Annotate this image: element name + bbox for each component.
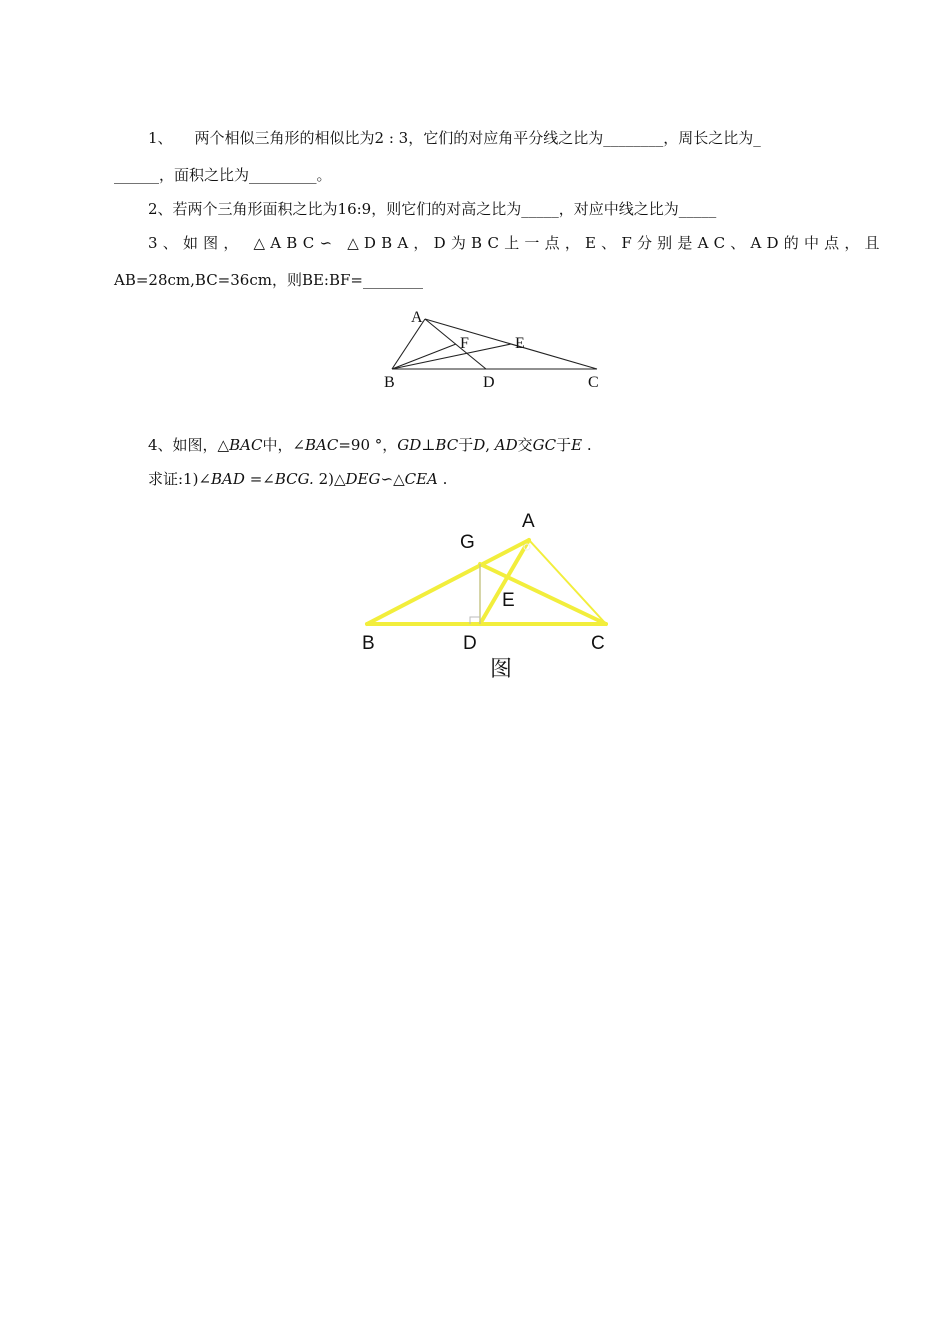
question-3-line-2: AB=28cm,BC=36cm，则BE:BF=________	[114, 271, 423, 289]
point-b-label: B	[362, 633, 375, 654]
segment-ac	[425, 319, 597, 369]
right-angle-mark-d	[470, 617, 480, 624]
point-g-label: G	[460, 532, 475, 553]
point-c-label: C	[588, 374, 599, 391]
point-e-label: E	[502, 590, 515, 611]
point-d-label: D	[483, 374, 495, 391]
point-f-label: F	[460, 335, 469, 352]
segment-be	[392, 344, 511, 369]
segment-ba-yellow	[367, 540, 529, 624]
right-angle-mark-a	[524, 544, 530, 550]
question-1-line-1	[148, 128, 761, 148]
point-a-label: A	[411, 309, 423, 326]
point-d-label: D	[463, 633, 477, 654]
figure-caption: 图	[490, 656, 513, 681]
point-c-label: C	[591, 633, 605, 654]
point-a-label: A	[522, 511, 535, 532]
point-b-label: B	[384, 374, 395, 391]
segment-gc-yellow	[480, 564, 606, 624]
point-e-label: E	[515, 335, 525, 352]
segment-ac-yellow	[529, 540, 606, 624]
question-1-line-2: ______，面积之比为_________。	[114, 166, 332, 184]
question-4-statement: 4、如图，△BAC中，∠BAC=90 °，GD⊥BC于D, AD交GC于E .	[148, 436, 592, 454]
question-2: 2、若两个三角形面积之比为16:9，则它们的对高之比为_____，对应中线之比为_____	[148, 200, 717, 218]
question-3-line-1: 3、如图， △ABC∽ △DBA，D为BC上一点，E、F分别是AC、AD的中点，且	[148, 234, 885, 252]
question-1-number: 1、	[148, 129, 173, 147]
segment-ad	[425, 319, 486, 369]
segment-ab	[392, 319, 425, 369]
question-4-proof: 求证:1)∠BAD =∠BCG. 2)△DEG∽△CEA .	[148, 470, 448, 488]
segment-ad-yellow	[480, 540, 529, 624]
question-1-text: 两个相似三角形的相似比为2 : 3，它们的对应角平分线之比为________，周长之比为_	[194, 129, 761, 147]
segment-bf	[392, 344, 456, 369]
